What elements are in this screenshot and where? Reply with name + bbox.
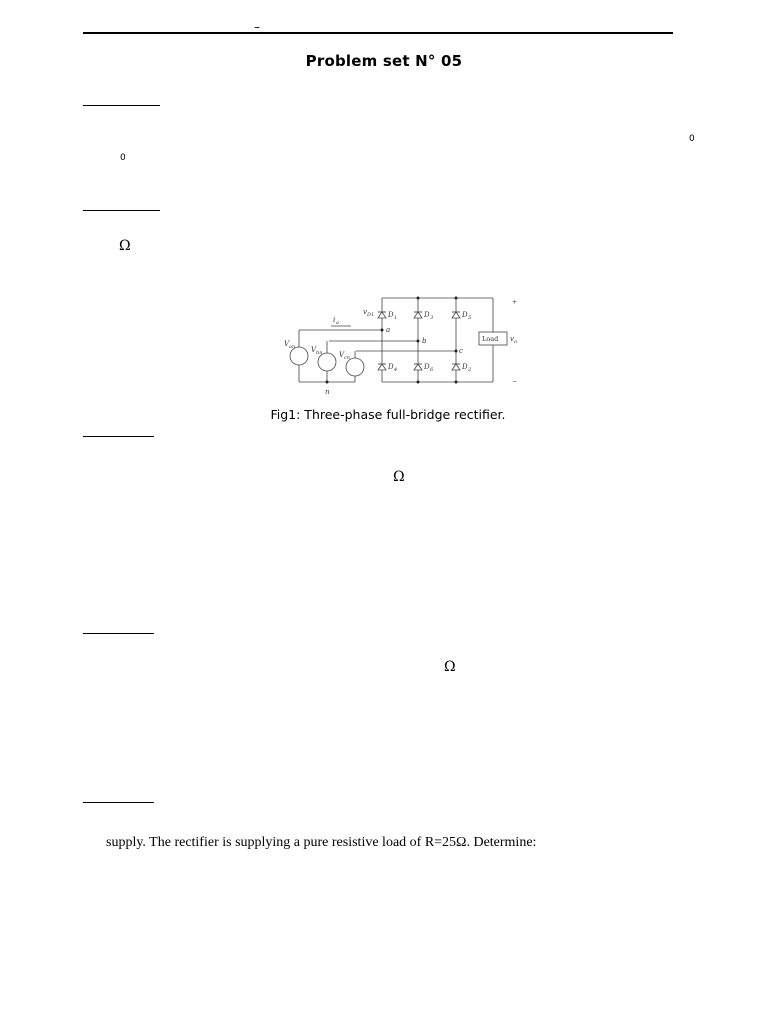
problem-2-omega: Ω <box>119 238 131 254</box>
node-a-label: a <box>386 326 391 334</box>
problem-4-heading-underline <box>83 633 154 634</box>
d5-subscript: 5 <box>468 315 472 321</box>
current-subscript: a <box>336 320 339 326</box>
problem-4-omega: Ω <box>444 659 456 675</box>
d4-subscript: 4 <box>394 367 398 373</box>
header-dash: – <box>254 20 260 34</box>
node-b-label: b <box>422 337 427 345</box>
problem-1-superscript-a: 0 <box>689 134 695 144</box>
vbn-subscript: bn <box>316 350 323 356</box>
page-title: Problem set N° 05 <box>305 52 463 70</box>
problem-2-heading-underline <box>83 210 160 211</box>
problem-1-heading-underline <box>83 105 160 106</box>
vo-minus-sign: − <box>512 378 518 385</box>
load-label: Load <box>482 335 499 343</box>
vo-plus-sign: + <box>512 299 518 306</box>
vcn-label: V <box>339 351 345 359</box>
problem-5-heading-underline <box>83 802 154 803</box>
d2-label: D <box>462 363 468 371</box>
van-subscript: an <box>289 344 296 350</box>
node-n-label: n <box>325 388 330 396</box>
figure-caption: Fig1: Three-phase full-bridge rectifier. <box>270 407 506 422</box>
rectifier-circuit-figure <box>281 290 527 400</box>
d6-subscript: 6 <box>430 367 434 373</box>
current-label: i <box>333 316 336 324</box>
vd-label: v <box>363 308 367 316</box>
problem-3-heading-underline <box>83 436 154 437</box>
vbn-label: V <box>311 346 317 354</box>
d3-label: D <box>424 311 430 319</box>
problem-1-superscript-b: 0 <box>120 153 126 163</box>
van-label: V <box>284 340 290 348</box>
vo-label: v <box>510 335 514 343</box>
d5-label: D <box>462 311 468 319</box>
node-c-label: c <box>459 347 463 355</box>
vd-subscript: D1 <box>367 312 375 318</box>
d1-subscript: 1 <box>394 315 398 321</box>
header-rule <box>83 32 673 34</box>
d2-subscript: 2 <box>468 367 472 373</box>
problem-3-omega: Ω <box>393 469 405 485</box>
d4-label: D <box>388 363 394 371</box>
d3-subscript: 3 <box>430 315 434 321</box>
rectifier-circuit-diagram <box>281 290 527 400</box>
d6-label: D <box>424 363 430 371</box>
problem-5-text: supply. The rectifier is supplying a pure resistive load of R=25Ω. Determine: <box>106 835 537 850</box>
d1-label: D <box>388 311 394 319</box>
vo-subscript: o <box>514 339 518 345</box>
vcn-subscript: cn <box>344 355 351 361</box>
